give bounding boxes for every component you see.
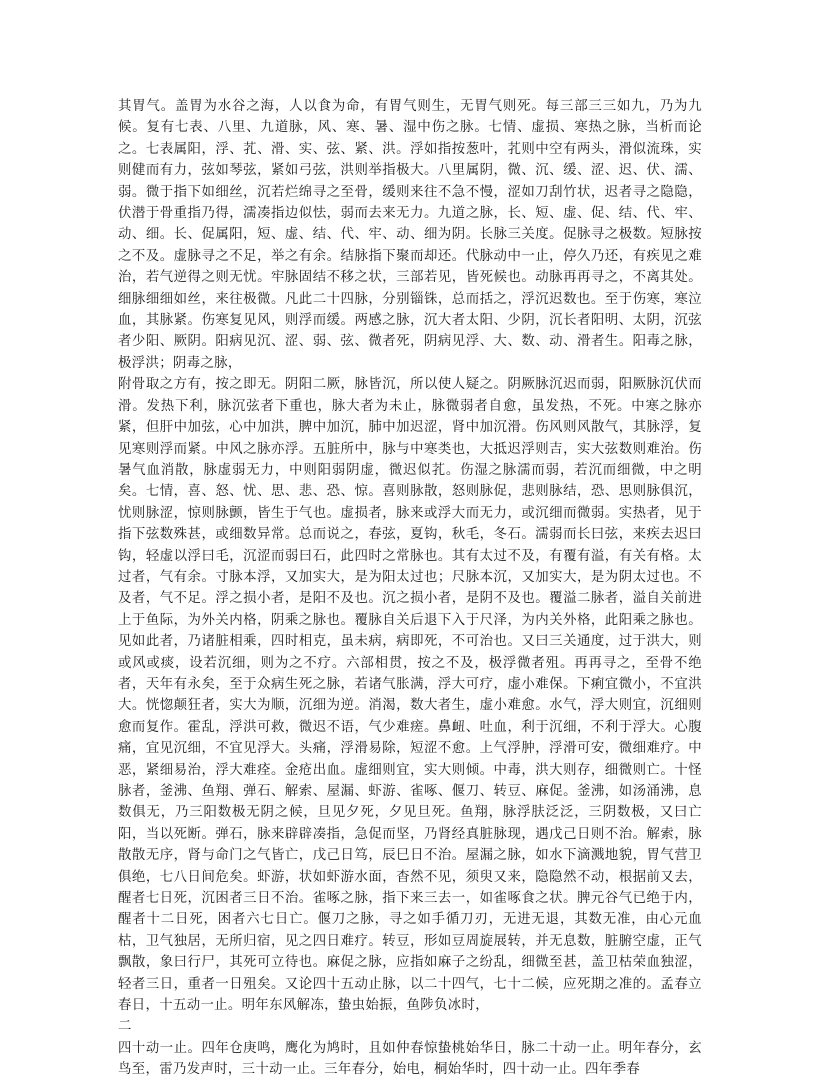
paragraph-continuation: 四十动一止。四年仓庚鸣，鹰化为鸠时，且如仲春惊蛰桃始华日，脉二十动一止。明年春分，玄鸟至，雷乃发声时，三十动一止。三年春分，始电，桐始华时，四十动一止。四年季春	[118, 1040, 702, 1078]
page-number: 二	[118, 1019, 132, 1035]
paragraph-2: 附骨取之方有，按之即无。阴阳二厥，脉皆沉，所以使人疑之。阴厥脉沉迟而弱，阳厥脉沉伏而滑。发热下利，脉沉弦者下重也，脉大者为未止，脉微弱者自愈，虽发热，不死。中寒之脉亦紧，但肝中加弦，心中加洪，脾中加沉，肺中加迟涩，肾中加沉滑。伤风则风散气，其脉浮，复见寒则浮而紧。中风之脉亦浮。五脏所中，脉与中寒类也，大抵迟浮则吉，实大弦数则难治。伤暑气血消散，脉虚弱无力，中则阳弱阴虚，微迟似芤。伤湿之脉濡而弱，若沉而细微，中之明矣。七情，喜、怒、忧、思、悲、恐、惊。喜则脉散，怒则脉促，悲则脉结，恐、思则脉俱沉，忧则脉涩，惊则脉颤，皆生于气也。虚损者，脉来或浮大而无力，或沉细而微弱。实热者，见于指下弦数殊甚，或细数异常。总而说之，春弦，夏钩，秋毛，冬石。濡弱而长曰弦，来疾去迟曰钩，轻虚以浮曰毛，沉涩而弱曰石，此四时之常脉也。其有太过不及，有覆有溢，有关有格。太过者，气有余。寸脉本浮，又加实大，是为阳太过也；尺脉本沉，又加实大，是为阴太过也。不及者，气不足。浮之损小者，是阳不及也。沉之损小者，是阴不及也。覆溢二脉者，溢自关前进上于鱼际，为外关内格，阴乘之脉也。覆脉自关后退下入于尺泽，为内关外格，此阳乘之脉也。见如此者，乃诸脏相乘，四时相克，虽未病，病即死，不可治也。又曰三关通度，过于洪大，则或风或痰，设若沉细，则为之不疗。六部相贯，按之不及，极浮微者殂。再再寻之，至骨不绝者，天年有永矣，至于众病生死之脉，若诸气胀满，浮大可疗，虚小难保。下痢宜微小，不宜洪大。恍惚颠狂者，实大为顺，沉细为逆。消渴，数大者生，虚小难愈。水气，浮大则宜，沉细则愈而复作。霍乱，浮洪可救，微迟不语，气少难瘥。鼻衄、吐血，利于沉细，不利于浮大。心腹痛，宜见沉细，不宜见浮大。头痛，浮滑易除，短涩不愈。上气浮肿，浮滑可安，微细难疗。中恶，紧细易治，浮大难痊。金疮出血。虚细则宜，实大则倾。中毒，洪大则存，细微则亡。十怪脉者，釜沸、鱼翔、弹石、解索、屋漏、虾游、雀啄、偃刀、转豆、麻促。釜沸，如汤涌沸，息数俱无，乃三阳数极无阴之候，旦见夕死，夕见旦死。鱼翔，脉浮肤泛泛，三阴数极，又曰亡阳，当以死断。弹石，脉来辟辟凑指，急促而坚，乃肾经真脏脉现，遇戊己日则不治。解索，脉散散无序，肾与命门之气皆亡，戊己日笃，辰巳日不治。屋漏之脉，如水下滴溅地貌，胃气营卫俱绝，七八日间危矣。虾游，状如虾游水面，杳然不见，须臾又来，隐隐然不动，根据前又去，醒者七日死，沉困者三日不治。雀啄之脉，指下来三去一，如雀啄食之状。脾元谷气已绝于内，醒者十二日死，困者六七日亡。偃刀之脉，寻之如手循刀刃，无进无退，其数无准，由心元血枯，卫气独居，无所归宿，见之四日难疗。转豆，形如豆周旋展转，并无息数，脏腑空虚，正气飘散，象曰行尸，其死可立待也。麻促之脉，应指如麻子之纷乱，细微至甚，盖卫枯荣血独涩，轻者三日，重者一日殂矣。又论四十五动止脉，以二十四气，七十二候，应死期之准的。孟春立春日，十五动一止。明年东风解冻，蛰虫始振，鱼陟负冰时，	[118, 377, 702, 1014]
paragraph-1: 其胃气。盖胃为水谷之海，人以食为命，有胃气则生，无胃气则死。每三部三三如九，乃为九候。复有七表、八里、九道脉，风、寒、暑、湿中伤之脉。七情、虚损、寒热之脉，当析而论之。七表属阳，浮、芤、滑、实、弦、紧、洪。浮如指按葱叶，芤则中空有两头，滑似流珠，实则健而有力，弦如琴弦，紧如弓弦，洪则举指极大。八里属阴，微、沉、缓、涩、迟、伏、濡、弱。微于指下如细丝，沉若烂绵寻之至骨，缓则来往不急不慢，涩如刀刮竹状，迟者寻之隐隐，伏潜于骨重指乃得，濡凑指边似怯，弱而去来无力。九道之脉，长、短、虚、促、结、代、牢、动、细。长、促属阳，短、虚、结、代、牢、动、细为阴。长脉三关度。促脉寻之极数。短脉按之不及。虚脉寻之不足，举之有余。结脉指下聚而却还。代脉动中一止，停久乃还，有疾见之难治，若气逆得之则无忧。牢脉固结不移之状，三部若见，皆死候也。动脉再再寻之，不离其处。细脉细细如丝，来往极微。凡此二十四脉，分别锱铢，总而括之，浮沉迟数也。至于伤寒，寒泣血，其脉紧。伤寒复见风，则浮而缓。两感之脉，沉大者太阳、少阴，沉长者阳明、太阴，沉弦者少阳、厥阴。阳病见沉、涩、弱、弦、微者死，阴病见浮、大、数、动、滑者生。阳毒之脉，极浮洪；阴毒之脉，	[118, 99, 702, 371]
document-page	[118, 96, 702, 1081]
